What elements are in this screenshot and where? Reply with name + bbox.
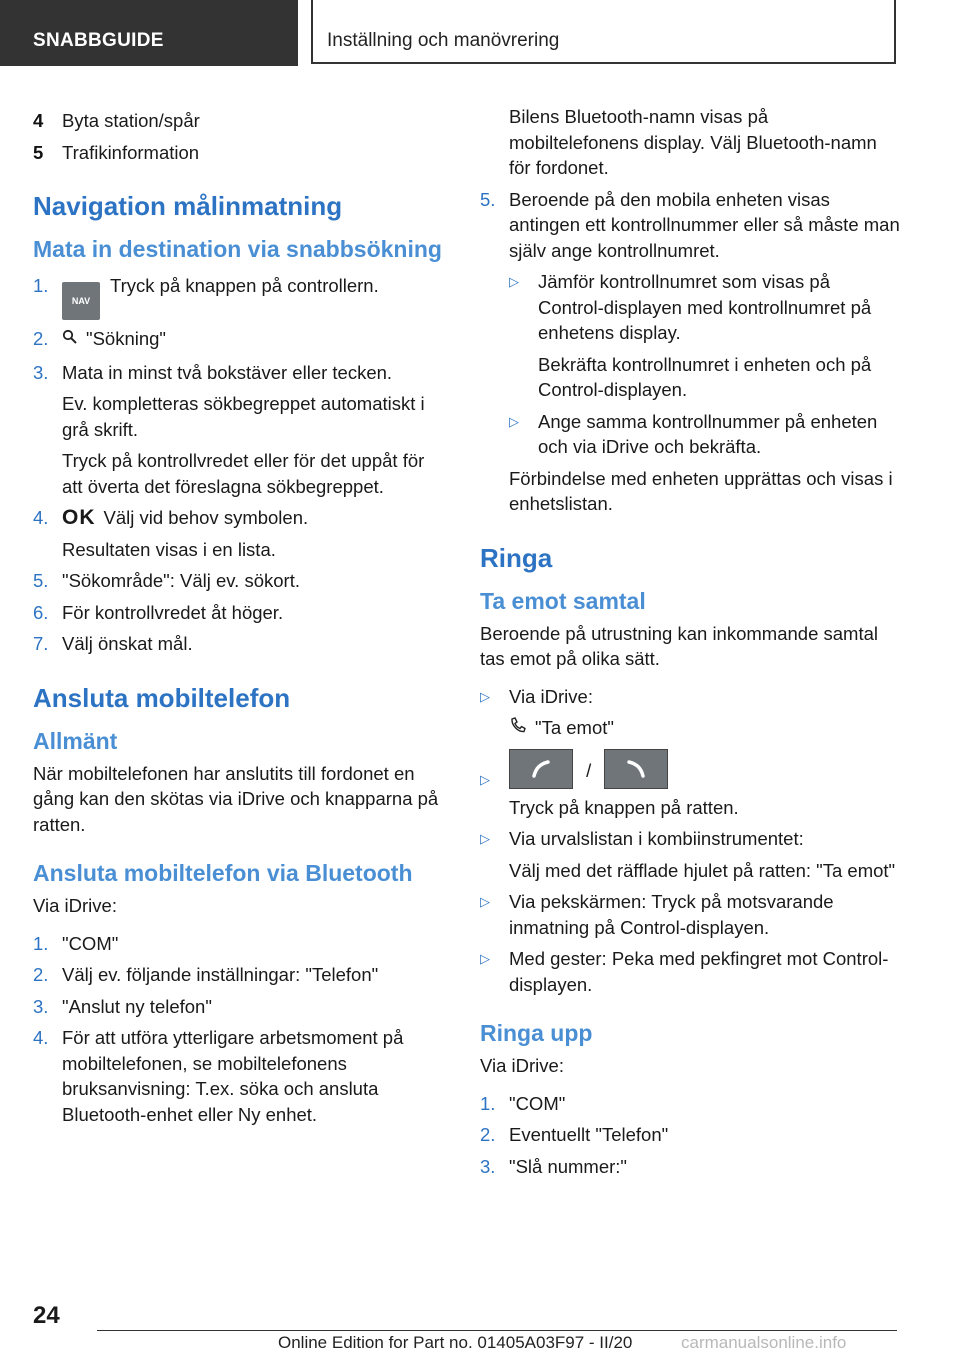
bullet-continuation bbox=[480, 715, 900, 743]
separator: / bbox=[586, 759, 592, 781]
item-number: 4 bbox=[33, 110, 44, 131]
step-text: Välj ev. följande inställningar: "Telefon" bbox=[62, 964, 379, 985]
subheading-bluetooth: Ansluta mobiltelefon via Bluetooth bbox=[33, 860, 413, 886]
bullet-text: Välj med det räfflade hjulet på ratten: "Ta emot" bbox=[509, 859, 896, 881]
step-text: "COM" bbox=[62, 932, 119, 954]
step-number: 2. bbox=[33, 964, 49, 985]
step-text: "COM" bbox=[509, 1092, 566, 1114]
step bbox=[480, 1091, 900, 1117]
subheading-receive-call: Ta emot samtal bbox=[480, 587, 646, 614]
section-heading-ringa: Ringa bbox=[480, 542, 553, 573]
step-number: 3. bbox=[480, 1155, 496, 1177]
step-number: 5. bbox=[33, 570, 49, 591]
bullet-text: Jämför kontrollnumret som visas på Control-displayen med kontrollnumret på enhetens display. bbox=[538, 271, 872, 343]
item-text: Trafikinformation bbox=[62, 141, 200, 163]
list-item bbox=[33, 108, 448, 134]
step-number: 4. bbox=[33, 1027, 49, 1048]
bullet-item bbox=[480, 749, 900, 789]
step-number: 2. bbox=[33, 328, 49, 349]
end-call-button-icon bbox=[604, 749, 668, 789]
triangle-bullet-icon: ▷ bbox=[480, 688, 490, 704]
step-number: 2. bbox=[480, 1124, 496, 1145]
step bbox=[480, 187, 900, 264]
step-continuation bbox=[33, 537, 448, 563]
bullet-text: Via urvalslistan i kombiinstrumentet: bbox=[509, 828, 804, 849]
step bbox=[33, 994, 448, 1020]
right-column bbox=[480, 104, 900, 1185]
step bbox=[33, 1025, 448, 1127]
bullet-text: Tryck på knappen på ratten. bbox=[509, 796, 739, 818]
step-number: 4. bbox=[33, 507, 49, 528]
step bbox=[33, 326, 448, 354]
bullet-text: "Ta emot" bbox=[535, 717, 614, 738]
step bbox=[480, 1154, 900, 1180]
accept-call-button-icon bbox=[509, 749, 573, 789]
step-continuation bbox=[480, 104, 900, 181]
search-icon bbox=[62, 328, 78, 354]
step-text: För att utföra ytterligare arbetsmoment på mobiltelefonen, se mobiltelefonens bruksanvisning: T.ex. söka och ansluta Bluetooth-enhet eller Ny enhet. bbox=[62, 1027, 404, 1125]
step-number: 3. bbox=[33, 995, 49, 1017]
ok-icon: OK bbox=[62, 506, 96, 529]
step-text: Bilens Bluetooth-namn visas på mobiltelefonens display. Välj Bluetooth-namn för fordonet. bbox=[509, 106, 877, 178]
step-continuation bbox=[33, 448, 448, 499]
step-text: Välj önskat mål. bbox=[62, 633, 193, 654]
subheading-make-call: Ringa upp bbox=[480, 1020, 593, 1046]
bullet-item bbox=[480, 826, 900, 852]
triangle-bullet-icon: ▷ bbox=[509, 274, 519, 289]
step bbox=[480, 1122, 900, 1148]
step-text: Tryck på knappen på controllern. bbox=[110, 275, 379, 296]
step-text: För kontrollvredet åt höger. bbox=[62, 601, 284, 623]
bullet-text: Ange samma kontrollnummer på enheten och via iDrive och bekräfta. bbox=[538, 410, 878, 457]
step-number: 1. bbox=[480, 1092, 496, 1114]
subheading-general: Allmänt bbox=[33, 727, 118, 754]
step-text: "Sökning" bbox=[86, 328, 166, 349]
bullet-text: Via iDrive: bbox=[509, 685, 593, 707]
bullet-item bbox=[509, 269, 900, 346]
item-number: 5 bbox=[33, 141, 44, 163]
list-item bbox=[33, 140, 448, 166]
chapter-title: Inställning och manövrering bbox=[311, 0, 896, 64]
bullet-item bbox=[509, 409, 900, 460]
step-text: "Anslut ny telefon" bbox=[62, 995, 212, 1017]
step-continuation bbox=[480, 466, 900, 517]
step-number: 7. bbox=[33, 633, 49, 654]
paragraph: Via iDrive: bbox=[480, 1055, 564, 1076]
step-number: 6. bbox=[33, 601, 49, 623]
step-number: 5. bbox=[480, 188, 496, 210]
section-heading-mobile: Ansluta mobiltelefon bbox=[33, 682, 291, 713]
bullet-item bbox=[480, 889, 900, 940]
bullet-text: Via pekskärmen: Tryck på motsvarande inmatning på Control-displayen. bbox=[509, 891, 834, 938]
step-number: 1. bbox=[33, 932, 49, 954]
subheading-destination: Mata in destination via snabbsökning bbox=[33, 236, 442, 262]
step-text: Förbindelse med enheten upprättas och visas i enhetslistan. bbox=[509, 467, 893, 514]
step-text: Resultaten visas i en lista. bbox=[62, 538, 276, 560]
step bbox=[33, 931, 448, 957]
triangle-bullet-icon: ▷ bbox=[480, 831, 490, 846]
left-column bbox=[33, 108, 448, 1133]
step bbox=[33, 273, 448, 320]
step-text: Välj vid behov symbolen. bbox=[103, 507, 309, 528]
step-text: Tryck på kontrollvredet eller för det uppåt för att överta det föreslagna sökbegreppet. bbox=[62, 450, 425, 497]
triangle-bullet-icon: ▷ bbox=[480, 894, 490, 909]
step-number: 3. bbox=[33, 361, 49, 383]
bullet-group bbox=[480, 269, 900, 460]
item-text: Byta station/spår bbox=[62, 110, 200, 131]
step bbox=[33, 360, 448, 386]
edition-text: Online Edition for Part no. 01405A03F97 - II/20 bbox=[278, 1333, 633, 1352]
step bbox=[33, 962, 448, 988]
triangle-bullet-icon: ▷ bbox=[480, 771, 490, 787]
paragraph: När mobiltelefonen har anslutits till fordonet en gång kan den skötas via iDrive och knapparna på ratten. bbox=[33, 762, 439, 835]
paragraph: Via iDrive: bbox=[33, 895, 117, 916]
step bbox=[33, 631, 448, 657]
section-tab: SNABBGUIDE bbox=[0, 0, 298, 66]
step-text: "Sökområde": Välj ev. sökort. bbox=[62, 570, 300, 591]
section-heading-navigation: Navigation målinmatning bbox=[33, 191, 343, 221]
step-text: Beroende på den mobila enheten visas antingen ett kontrollnummer eller så måste man själv ange kontrollnumret. bbox=[509, 188, 900, 261]
footer-divider bbox=[97, 1330, 897, 1331]
watermark: carmanualsonline.info bbox=[681, 1333, 847, 1352]
bullet-text: Med gester: Peka med pekfingret mot Control-displayen. bbox=[509, 948, 889, 995]
bullet-text: Bekräfta kontrollnumret i enheten och på Control-displayen. bbox=[538, 353, 872, 400]
step-text: Ev. kompletteras sökbegreppet automatiskt i grå skrift. bbox=[62, 393, 425, 440]
bullet-item bbox=[480, 946, 900, 997]
bullet-continuation bbox=[480, 795, 900, 821]
page-number: 24 bbox=[33, 1302, 60, 1329]
phone-icon bbox=[509, 716, 527, 743]
step-text: "Slå nummer:" bbox=[509, 1155, 628, 1177]
step-text: Mata in minst två bokstäver eller tecken. bbox=[62, 361, 393, 383]
step bbox=[33, 568, 448, 594]
step bbox=[33, 505, 448, 531]
nav-button-icon: NAV bbox=[62, 282, 100, 320]
triangle-bullet-icon: ▷ bbox=[509, 413, 519, 429]
step bbox=[33, 600, 448, 626]
triangle-bullet-icon: ▷ bbox=[480, 951, 490, 966]
step-continuation bbox=[33, 391, 448, 442]
paragraph: Beroende på utrustning kan inkommande samtal tas emot på olika sätt. bbox=[480, 622, 878, 669]
step-text: Eventuellt "Telefon" bbox=[509, 1124, 669, 1145]
page-header bbox=[0, 0, 960, 66]
bullet-continuation bbox=[480, 858, 900, 884]
step-number: 1. bbox=[33, 275, 49, 296]
bullet-continuation bbox=[509, 352, 900, 403]
bullet-item bbox=[480, 684, 900, 710]
